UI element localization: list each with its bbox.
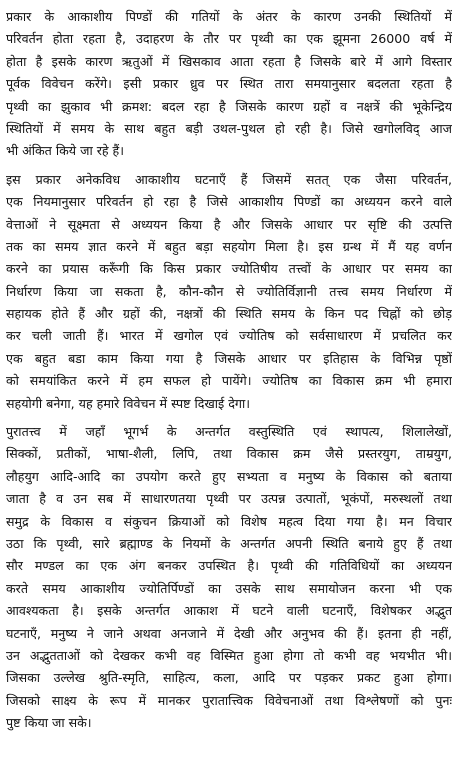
text-line: समुद्र के विकास व संकुचन क्रियाओं को विशेष महत्व दिया गया है। मन विचार	[6, 513, 452, 529]
text-line: एक बहुत बडा काम किया गया है जिसके आधार पर इतिहास के विभिन्न पृष्ठों	[6, 350, 452, 366]
text-line: इस प्रकार अनेकविध आकाशीय घटनाएँ हैं जिसमें सतत् एक जैसा परिवर्तन,	[6, 171, 452, 187]
text-line: सहायक होते हैं और ग्रहों की, नक्षत्रों की स्थिति समय के किन पद चिह्नों को छोड़	[6, 306, 452, 322]
text-line: उन अद्भुतताओं को देखकर कभी वह विस्मित हुआ होगा तो कभी वह भयभीत भी।	[6, 647, 452, 663]
text-line: पुष्ट किया जा सके।	[6, 715, 92, 731]
text-line: जिसका उल्लेख श्रुति-स्मृति, साहित्य, कला, आदि पर पड़कर प्रकट हुआ होगा।	[6, 670, 452, 686]
text-line: घटनाएँ, मनुष्य ने जाने अथवा अनजाने में देखी और अनुभव की हैं। इतना ही नहीं,	[6, 625, 452, 641]
text-line: निर्धारण किया जा सकता है, कौन-कौन से ज्योतिर्विज्ञानी तत्त्व समय निर्धारण में	[6, 283, 452, 299]
text-line: करने का प्रयास करूँगी कि किस प्रकार ज्योतिषीय तत्त्वों के आधार पर समय का	[6, 261, 452, 277]
text-line: प्रकार के आकाशीय पिण्डों की गतियों के अंतर के कारण उनकी स्थितियों में	[6, 9, 452, 24]
text-line: पुरातत्त्व में जहाँ भूगर्भ के अन्तर्गत वस्तुस्थिति एवं स्थापत्य, शिलालेखों,	[6, 424, 452, 440]
text-line: जिसको साक्ष्य के रूप में मानकर पुरातात्त्विक विवेचनाओं तथा विश्लेषणों को पुनः	[6, 692, 452, 708]
text-line: होता है इसके कारण ऋतुओं में खिसकाव आता रहता है जिसके बारे में आगे विस्तार	[6, 53, 452, 69]
text-line: करते समय आकाशीय ज्योतिर्पिण्डों का उसके साथ समायोजन करना भी एक	[6, 580, 452, 596]
text-line: उठा कि पृथ्वी, सारे ब्रह्माण्ड के नियमों के अन्तर्गत अपनी स्थिति बनाये हुए हैं तथा	[6, 535, 452, 551]
text-line: सिक्कों, प्रतीकों, भाषा-शैली, लिपि, तथा विकास क्रम जैसे प्रस्तरयुग, ताम्रयुग,	[6, 446, 452, 462]
text-line: तक का समय ज्ञात करने में बहुत बड़ा सहयोग मिला है। इस ग्रन्थ में मैं यह वर्णन	[6, 238, 452, 254]
text-line: स्थितियों में समय के साथ बहुत बड़ी उथल-पुथल हो रही है। जिसे खगोलविद् आज	[6, 120, 452, 136]
text-line: कर चली जाती हैं। भारत में खगोल एवं ज्योतिष को सर्वसाधारण में प्रचलित कर	[6, 328, 452, 344]
text-line: लौहयुग आदि-आदि का उपयोग करते हुए सभ्यता व मनुष्य के विकास को बताया	[6, 468, 452, 484]
text-line: जाता है व उन सब में साधारणतया पृथ्वी पर उत्पन्न उत्पातों, भूकंपों, मरुस्थलों तथा	[6, 491, 452, 507]
text-line: पृथ्वी का झुकाव भी क्रमश: बदल रहा है जिसके कारण ग्रहों व नक्षत्रें की भूकेन्द्रिय	[6, 98, 452, 114]
text-line: पूर्वक विवेचन करेंगे। इसी प्रकार ध्रुव पर स्थित तारा समयानुसार बदलता रहता है	[6, 76, 452, 92]
text-line: वेत्ताओं ने सूक्ष्मता से अध्ययन किया है और जिसके आधार पर सृष्टि की उत्पत्ति	[6, 216, 452, 232]
text-line: परिवर्तन होता रहता है, उदाहरण के तौर पर पृथ्वी का एक झूमना 26000 वर्ष में	[6, 31, 452, 47]
text-line: आवश्यकता है। इसके अन्तर्गत आकाश में घटने वाली घटनाएँ, विशेषकर अद्भुत	[6, 603, 452, 619]
text-line: सौर मण्डल का एक अंग बनकर उपस्थित है। पृथ्वी की गतिविधियों का अध्ययन	[6, 558, 452, 574]
paragraph-1	[6, 6, 452, 163]
paragraph-3	[6, 421, 452, 734]
text-line: को समयांकित करने में हम सफल हो पायेंगे। ज्योतिष का विकास क्रम भी हमारा	[6, 373, 452, 389]
text-line: एक नियमानुसार परिवर्तन हो रहा है जिसे आकाशीय पिण्डों का अध्ययन करने वाले	[6, 194, 452, 210]
paragraph-2	[6, 169, 452, 415]
text-line: भी अंकित किये जा रहे हैं।	[6, 143, 125, 159]
text-line: सहयोगी बनेगा, यह हमारे विवेचन में स्पष्ट दिखाई देगा।	[6, 395, 251, 411]
